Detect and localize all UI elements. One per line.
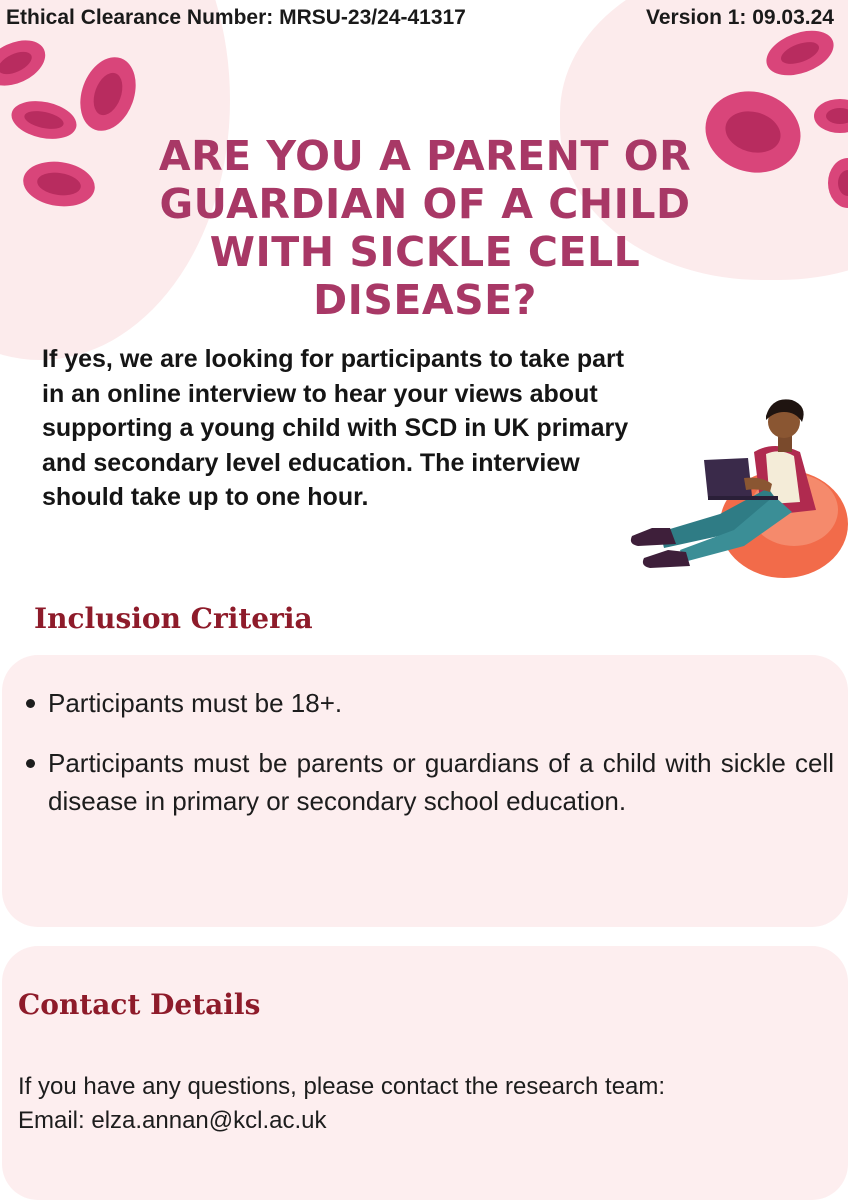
criterion-text: Participants must be parents or guardians of a child with sickle cell disease in primary or secondary school education. bbox=[48, 748, 834, 816]
blood-cell-icon bbox=[762, 28, 838, 78]
blood-cell-icon bbox=[20, 158, 98, 210]
blood-cell-icon bbox=[76, 52, 140, 136]
bullet-icon bbox=[26, 759, 35, 768]
blood-cell-icon bbox=[822, 156, 848, 210]
list-item bbox=[22, 684, 834, 722]
person-with-laptop-illustration bbox=[624, 392, 848, 582]
header-bar bbox=[0, 6, 848, 32]
blood-cell-icon bbox=[0, 38, 50, 88]
criterion-text: Participants must be 18+. bbox=[48, 688, 343, 718]
inclusion-criteria-list bbox=[22, 684, 834, 842]
ethical-clearance-number: Ethical Clearance Number: MRSU-23/24-41317 bbox=[6, 6, 466, 29]
blood-cell-icon bbox=[810, 96, 848, 136]
version-date: Version 1: 09.03.24 bbox=[646, 6, 834, 29]
contact-instructions: If you have any questions, please contact the research team: bbox=[18, 1073, 666, 1100]
contact-text bbox=[18, 1070, 665, 1138]
inclusion-criteria-heading: Inclusion Criteria bbox=[34, 602, 313, 635]
list-item bbox=[22, 744, 834, 820]
intro-paragraph: If yes, we are looking for participants to take part in an online interview to hear your views about supporting a young child with SCD in UK primary and secondary level education. The interview should take up to one hour. bbox=[42, 345, 629, 511]
bullet-icon bbox=[26, 699, 35, 708]
blood-cell-icon bbox=[8, 98, 80, 142]
contact-email: Email: elza.annan@kcl.ac.uk bbox=[18, 1107, 327, 1134]
page-title: ARE YOU A PARENT OR GUARDIAN OF A CHILD WITH SICKLE CELL DISEASE? bbox=[158, 132, 692, 324]
contact-details-heading: Contact Details bbox=[18, 988, 261, 1021]
